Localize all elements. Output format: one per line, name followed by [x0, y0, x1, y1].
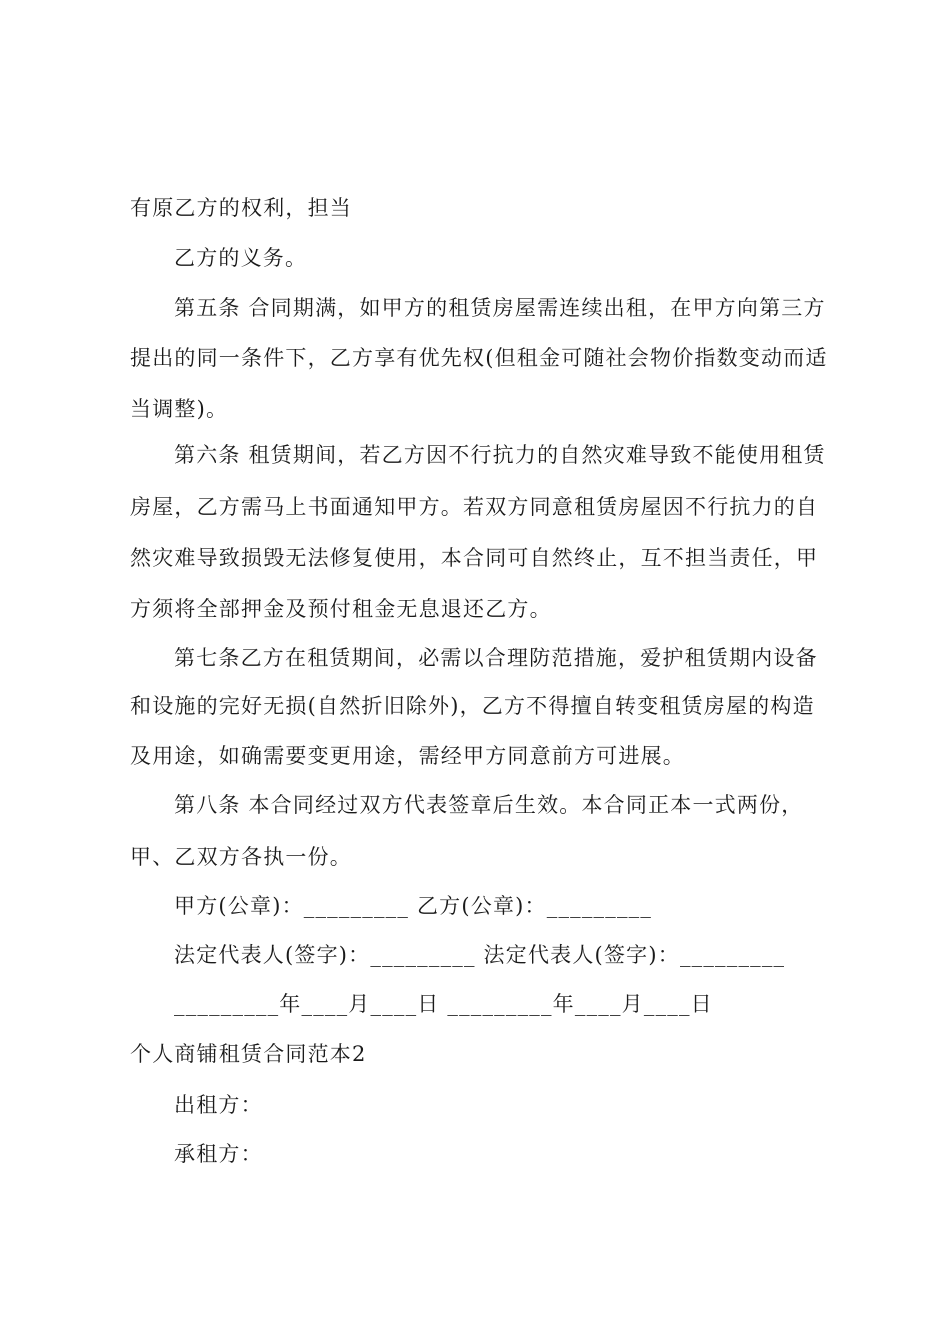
- article-8-heading-line: 第八条 本合同经过双方代表签章后生效。本合同正本一式两份，: [174, 793, 804, 817]
- date-line: _________年____月____日 _________年____月____日: [174, 992, 713, 1016]
- text-line: 和设施的完好无损(自然折旧除外)，乙方不得擅自转变租赁房屋的构造: [130, 694, 815, 718]
- article-7-heading-line: 第七条乙方在租赁期间，必需以合理防范措施，爱护租赁期内设备: [174, 646, 818, 670]
- lessor-label: 出租方：: [174, 1093, 263, 1117]
- lessee-label: 承租方：: [174, 1142, 263, 1166]
- text-line: 有原乙方的权利，担当: [130, 196, 352, 220]
- section-title: 个人商铺租赁合同范本2: [130, 1042, 367, 1066]
- text-line: 及用途，如确需要变更用途，需经甲方同意前方可进展。: [130, 744, 685, 768]
- article-5-heading-line: 第五条 合同期满，如甲方的租赁房屋需连续出租，在甲方向第三方: [174, 296, 826, 320]
- seal-line: 甲方(公章)：_________ 乙方(公章)：_________: [174, 894, 653, 918]
- text-line: 当调整)。: [130, 397, 229, 421]
- text-line: 然灾难导致损毁无法修复使用，本合同可自然终止，互不担当责任，甲: [130, 546, 819, 570]
- signature-line: 法定代表人(签字)：_________ 法定代表人(签字)：_________: [174, 943, 786, 967]
- text-line: 提出的同一条件下，乙方享有优先权(但租金可随社会物价指数变动而适: [130, 346, 828, 370]
- text-line: 方须将全部押金及预付租金无息退还乙方。: [130, 597, 552, 621]
- text-line: 乙方的义务。: [174, 246, 308, 270]
- article-6-heading-line: 第六条 租赁期间，若乙方因不行抗力的自然灾难导致不能使用租赁: [174, 443, 826, 467]
- text-line: 房屋，乙方需马上书面通知甲方。若双方同意租赁房屋因不行抗力的自: [130, 495, 819, 519]
- text-line: 甲、乙双方各执一份。: [130, 845, 352, 869]
